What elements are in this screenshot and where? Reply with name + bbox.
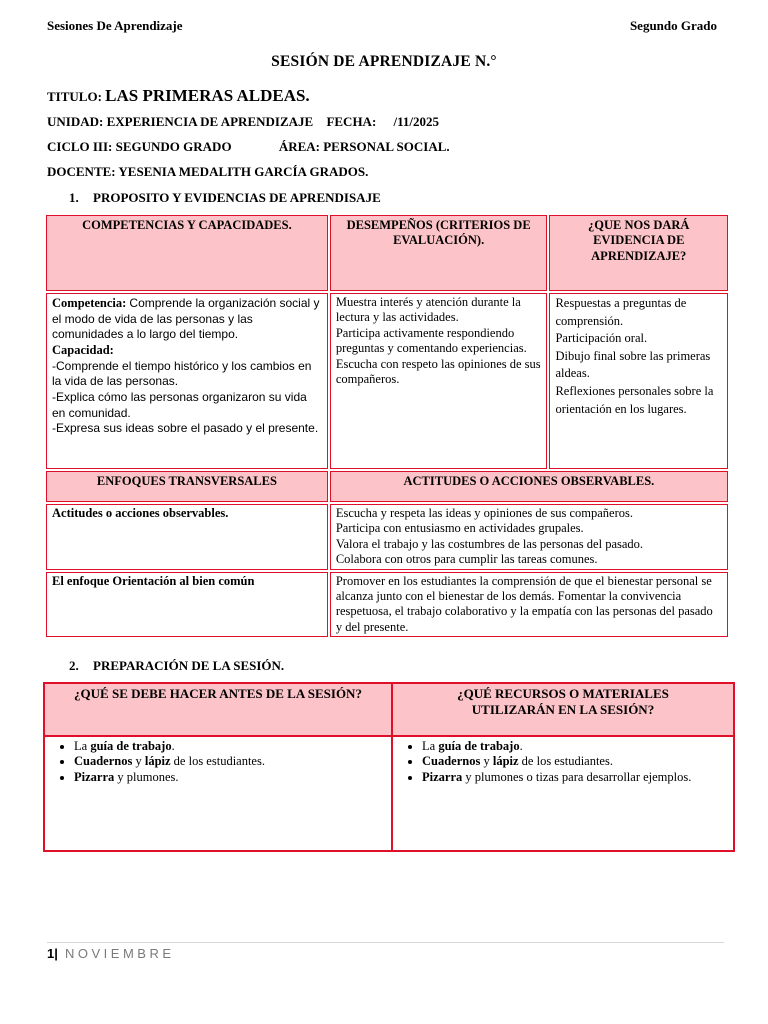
section2-number: 2. (69, 658, 79, 673)
desempeno-item: Muestra interés y atención durante la lectura y las actividades. (335, 295, 521, 325)
titulo-label: TITULO: (47, 89, 102, 104)
area-value: PERSONAL SOCIAL. (323, 139, 450, 154)
evidencia-item: Participación oral. (555, 331, 648, 346)
section2-heading (69, 658, 284, 674)
actitudes-list-cell (330, 504, 728, 570)
evidencia-item: Respuestas a preguntas de comprensión. (555, 296, 687, 328)
section1-title: PROPOSITO Y EVIDENCIAS DE APRENDISAJE (93, 190, 381, 205)
actitud-item: Participa con entusiasmo en actividades grupales. (335, 521, 584, 536)
header-recursos: ¿QUÉ RECURSOS O MATERIALES UTILIZARÁN EN LA SESIÓN? (393, 682, 735, 737)
desempeno-item: Participa activamente respondiendo preguntas y comentando experiencias. (335, 325, 527, 356)
evidencias-cell (549, 293, 728, 469)
header-left: Sesiones De Aprendizaje (47, 18, 183, 33)
unidad-label: UNIDAD: (47, 114, 104, 129)
titulo-value: LAS PRIMERAS ALDEAS. (105, 86, 310, 105)
header-competencias: COMPETENCIAS Y CAPACIDADES. (46, 215, 328, 291)
preparacion-table (43, 682, 735, 852)
capacidad-item: -Expresa sus ideas sobre el pasado y el presente. (52, 421, 319, 436)
recursos-list (398, 739, 728, 785)
competencias-cell (46, 293, 328, 469)
footer-separator: | (54, 946, 58, 961)
fecha-value: /11/2025 (393, 114, 440, 129)
docente-label: DOCENTE: (47, 164, 116, 179)
list-item: • Cuadernos y lápiz de los estudiantes. (422, 754, 728, 769)
antes-cell (43, 737, 393, 852)
desempeno-item: Escucha con respeto las opiniones de sus compañeros. (335, 356, 541, 387)
ciclo-value: SEGUNDO GRADO (115, 139, 232, 154)
capacidad-item: -Comprende el tiempo histórico y los cambios en la vida de las personas. (52, 358, 312, 389)
enfoque-description-cell: Promover en los estudiantes la comprensión de que el bienestar personal se alcanza junto con el bienestar de los demás. Fomentar la convivencia respetuosa, el trabajo colaborativo y la empatía con las personas del pasado y del presente. (330, 572, 728, 638)
header-actitudes: ACTITUDES O ACCIONES OBSERVABLES. (330, 471, 728, 502)
titulo-line (47, 86, 310, 106)
header-evidencia: ¿QUE NOS DARÁ EVIDENCIA DE APRENDIZAJE? (549, 215, 728, 291)
actitud-item: Escucha y respeta las ideas y opiniones de sus compañeros. (335, 506, 633, 520)
footer-divider (47, 942, 724, 943)
proposito-table (44, 213, 730, 639)
header-right: Segundo Grado (629, 18, 717, 33)
capacidad-item: -Explica cómo las personas organizaron su vida en comunidad. (52, 389, 307, 420)
list-item: • La guía de trabajo. (422, 739, 728, 754)
fecha-label: FECHA: (326, 114, 377, 129)
list-item: • Cuadernos y lápiz de los estudiantes. (74, 754, 386, 769)
section2-title: PREPARACIÓN DE LA SESIÓN. (93, 658, 285, 673)
section1-number: 1. (69, 190, 79, 205)
ciclo-line (47, 139, 450, 155)
antes-list (50, 739, 386, 785)
capacidad-label: Capacidad: (52, 343, 114, 358)
list-item: • La guía de trabajo. (74, 739, 386, 754)
ciclo-label: CICLO III: (47, 139, 113, 154)
evidencia-item: Dibujo final sobre las primeras aldeas. (555, 348, 711, 381)
docente-value: YESENIA MEDALITH GARCÍA GRADOS. (118, 164, 369, 179)
docente-line (47, 164, 368, 180)
unidad-line (47, 114, 439, 130)
recursos-cell (393, 737, 735, 852)
area-label: ÁREA: (278, 139, 320, 154)
competencia-label: Competencia: (52, 296, 127, 310)
header-enfoques: ENFOQUES TRANSVERSALES (46, 471, 328, 502)
page-number: 1 (47, 946, 55, 961)
enfoque-label-cell: El enfoque Orientación al bien común (46, 572, 328, 638)
actitud-item: Valora el trabajo y las costumbres de las personas del pasado. (335, 536, 644, 551)
document-title: SESIÓN DE APRENDIZAJE N.° (271, 53, 497, 70)
competencia-text: Comprende la organización social y el modo de vida de las personas y las comunidades a lo largo del tiempo. (52, 296, 320, 342)
header-desempenos: DESEMPEÑOS (CRITERIOS DE EVALUACIÓN). (330, 215, 548, 291)
list-item: • Pizarra y plumones. (74, 770, 386, 785)
actitud-item: Colabora con otros para cumplir las tareas comunes. (335, 552, 598, 567)
section1-heading (69, 190, 381, 206)
header-antes: ¿QUÉ SE DEBE HACER ANTES DE LA SESIÓN? (43, 682, 393, 737)
actitudes-label-cell: Actitudes o acciones observables. (46, 504, 328, 570)
list-item: • Pizarra y plumones o tizas para desarrollar ejemplos. (422, 770, 728, 785)
evidencia-item: Reflexiones personales sobre la orientación en los lugares. (555, 383, 714, 416)
footer-month: NOVIEMBRE (65, 946, 175, 961)
desempenos-cell (330, 293, 548, 469)
footer (47, 946, 175, 961)
unidad-value: EXPERIENCIA DE APRENDIZAJE (106, 114, 314, 129)
